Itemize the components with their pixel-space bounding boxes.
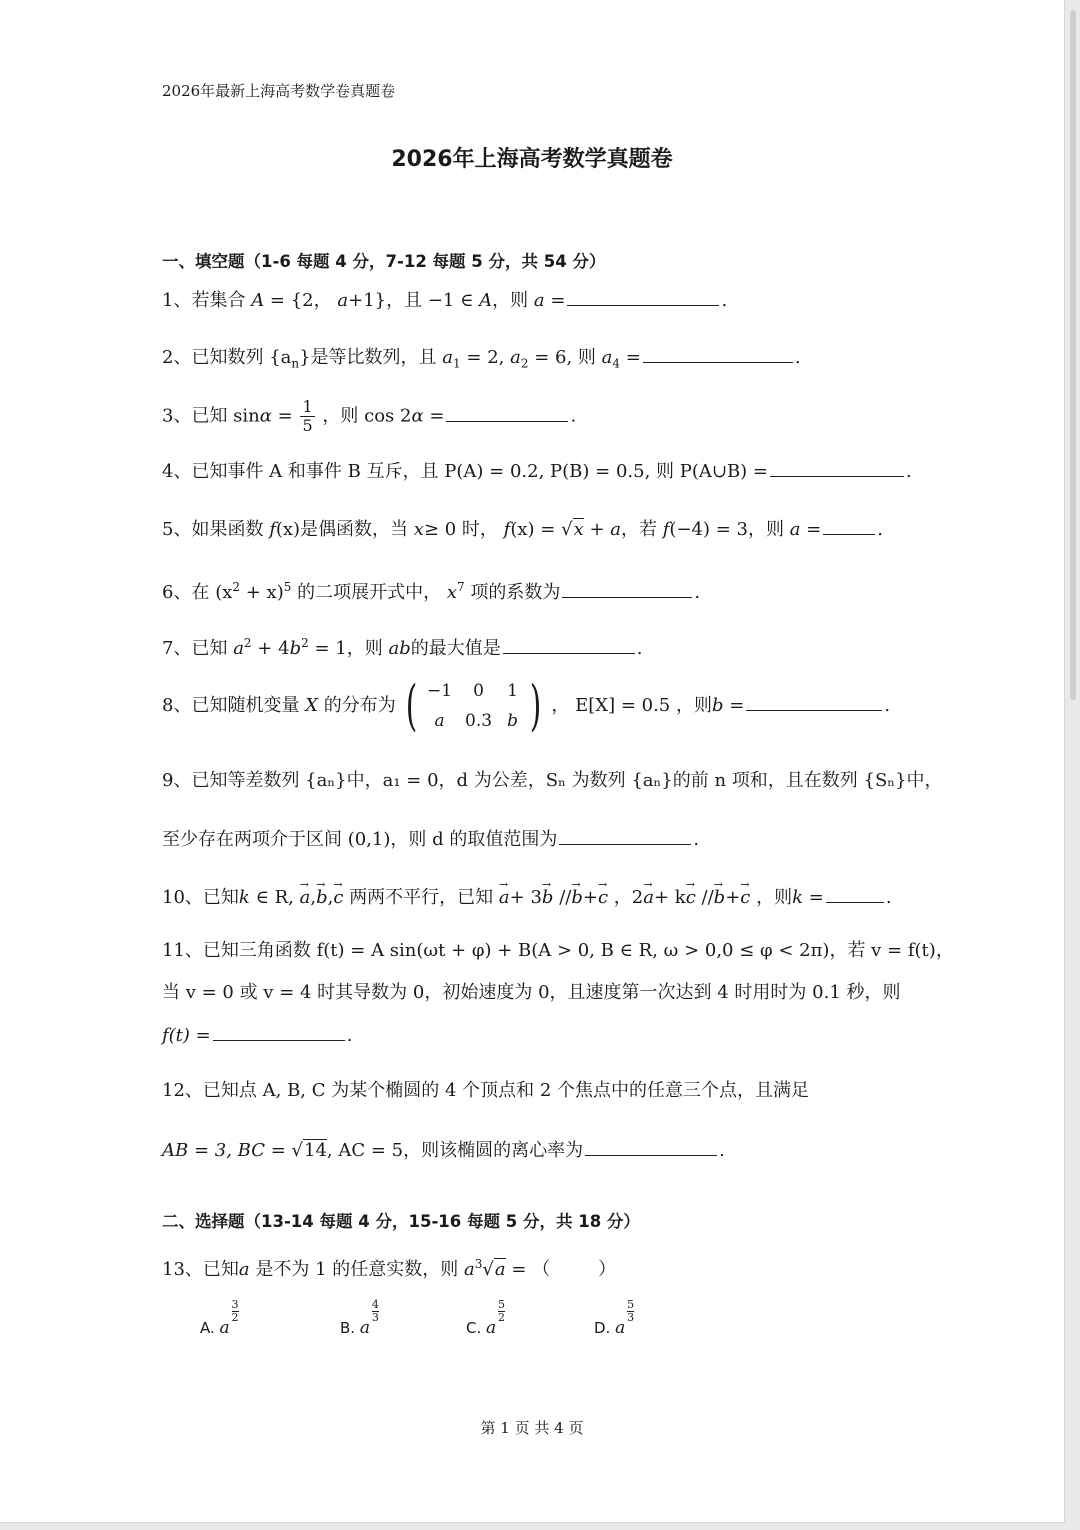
answer-blank[interactable] — [559, 826, 691, 845]
question-12-line-2: AB = 3, BC = √14, AC = 5，则该椭圆的离心率为 . — [162, 1137, 725, 1164]
answer-blank[interactable] — [823, 516, 875, 535]
question-5: 5、如果函数 f(x)是偶函数，当 x≥ 0 时， f(x) = √x + a，若 f(−4) = 3，则 a = . — [162, 516, 883, 543]
question-11-line-2: 当 v = 0 或 v = 4 时其导数为 0，初始速度为 0，且速度第一次达到 4 时用时为 0.1 秒，则 — [162, 982, 901, 1003]
answer-blank[interactable] — [567, 287, 719, 306]
option-b[interactable]: B. a 4 3 — [340, 1298, 379, 1338]
question-10: 10、已知k ∈ R, → a,→ b,→ c 两两不平行，已知 → a+ 3→ b //→ b+→ c ，2→ a+ k→ c //→ b+→ c ，则k = . — [162, 884, 892, 911]
question-9-line-1: 9、已知等差数列 {aₙ}中，a₁ = 0，d 为公差，Sₙ 为数列 {aₙ}的前 n 项和，且在数列 {Sₙ}中， — [162, 770, 943, 791]
question-13: 13、已知a 是不为 1 的任意实数，则 $a^3√a$ = （ ） — [162, 1257, 617, 1280]
question-3: 3、已知 sinα = $\frac{1}{5}$ ，则 cos 2α = . — [162, 397, 577, 435]
question-2: 2、已知数列 $\{a_n\}$是等比数列，且 $a_1 = 2$, $a_2 = 6$, 则 $a_4$ = . — [162, 344, 801, 377]
question-11-line-3: f(t) = . — [162, 1022, 352, 1049]
question-6: 6、在 $(x^2 + x)^5$ 的二项展开式中， $x^7$ 项的系数为 . — [162, 580, 701, 603]
answer-blank[interactable] — [503, 635, 635, 654]
question-11-line-1: 11、已知三角函数 f(t) = A sin(ωt + φ) + B(A > 0, B ∈ R, ω > 0,0 ≤ φ < 2π)，若 v = f(t)， — [162, 940, 954, 961]
section-choice-heading: 二、选择题（13-14 每题 4 分，15-16 每题 5 分，共 18 分） — [162, 1212, 640, 1231]
answer-blank[interactable] — [562, 579, 692, 598]
answer-blank[interactable] — [446, 403, 568, 422]
question-4: 4、已知事件 A 和事件 B 互斥，且 P(A) = 0.2, P(B) = 0.5, 则 P(A∪B) = . — [162, 458, 912, 485]
page-header: 2026年最新上海高考数学卷真题卷 — [162, 82, 396, 100]
page-footer: 第 1 页 共 4 页 — [480, 1419, 584, 1437]
page-title: 2026年上海高考数学真题卷 — [391, 147, 673, 172]
answer-blank[interactable] — [770, 458, 904, 477]
answer-blank[interactable] — [213, 1022, 345, 1041]
option-c[interactable]: C. a 5 2 — [466, 1298, 506, 1338]
distribution-matrix: ( −1 0 1 a 0.3 b ) — [406, 674, 541, 737]
question-7: 7、已知 $a^2 + 4b^2 = 1$，则 ab的最大值是 . — [162, 636, 643, 659]
answer-blank[interactable] — [643, 344, 793, 363]
scrollbar-thumb[interactable] — [1070, 10, 1076, 700]
answer-blank[interactable] — [826, 884, 884, 903]
fraction: $\frac{1}{5}$ — [302, 397, 313, 435]
section-fill-in-heading: 一、填空题（1-6 每题 4 分，7-12 每题 5 分，共 54 分） — [162, 252, 606, 271]
question-1: 1、若集合 A = {2， a+1}，且 −1 ∈ A，则 a = . — [162, 287, 727, 314]
option-a[interactable]: A. a 3 2 — [200, 1298, 239, 1338]
answer-blank[interactable] — [585, 1137, 717, 1156]
question-12-line-1: 12、已知点 A, B, C 为某个椭圆的 4 个顶点和 2 个焦点中的任意三个点，且满足 — [162, 1080, 810, 1101]
question-8: 8、已知随机变量 X 的分布为 ( −1 0 1 a 0.3 b ) ， E[X] = 0.5 ，则b = . — [162, 674, 891, 737]
question-9-line-2: 至少存在两项介于区间 (0,1)，则 d 的取值范围为 . — [162, 826, 699, 853]
answer-blank[interactable] — [746, 692, 882, 711]
option-d[interactable]: D. a 5 3 — [594, 1298, 635, 1338]
